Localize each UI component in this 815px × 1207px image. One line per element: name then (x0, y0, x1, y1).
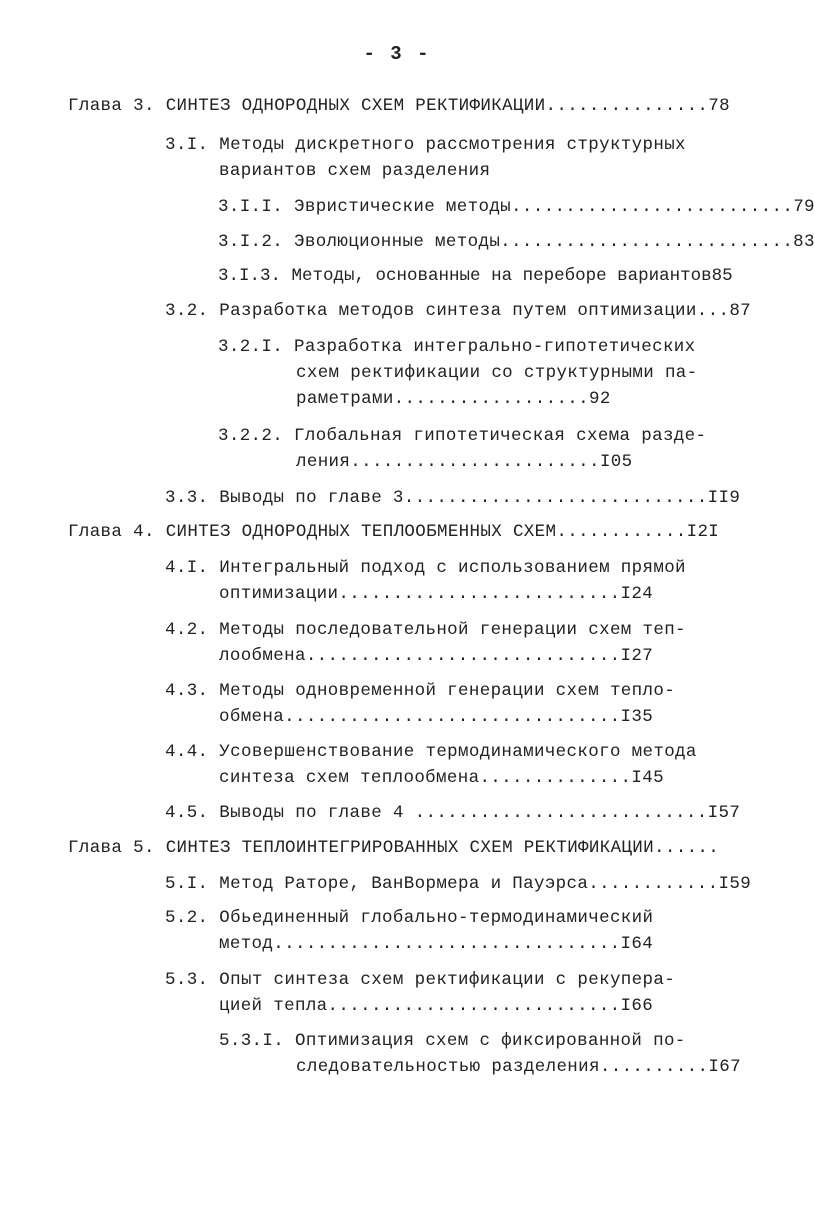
section-title-cont: ления (296, 452, 351, 472)
page-ref: 78 (708, 96, 730, 116)
dot-leader: ...... (654, 838, 720, 858)
section-title: Обьединенный глобально-термодинамический (219, 908, 654, 928)
toc-entry-5-3-line2 (219, 996, 653, 1016)
section-title: Методы последовательной генерации схем теп- (219, 620, 686, 640)
dot-leader: ............................. (305, 646, 621, 666)
section-title: Выводы по главе 3 (219, 488, 404, 508)
dot-leader: ... (696, 301, 730, 321)
toc-entry-3-2-1-line2 (296, 363, 698, 383)
dot-leader: ....................... (350, 452, 600, 472)
toc-entry-3-1-3 (218, 266, 733, 286)
toc-entry-3-1-line2 (219, 161, 490, 181)
page-number: - 3 - (363, 43, 431, 65)
toc-entry-chapter-3 (68, 96, 730, 116)
page-ref: 92 (589, 389, 611, 409)
section-title-cont: цией тепла (219, 996, 328, 1016)
section-title: Методы дискретного рассмотрения структурных (219, 135, 686, 155)
section-number: 4.3. (165, 681, 209, 701)
dot-leader: ............................ (403, 488, 708, 508)
section-number: 5.I. (165, 874, 209, 894)
section-number: 4.I. (165, 558, 209, 578)
toc-entry-3-2-1-line3 (296, 389, 611, 409)
toc-entry-5-1 (165, 874, 751, 894)
page-ref: I57 (707, 803, 741, 823)
page-ref: 87 (729, 301, 752, 321)
section-title: Методы одновременной генерации схем тепло- (219, 681, 676, 701)
section-title: Оптимизация схем с фиксированной по- (294, 1031, 686, 1051)
page-ref: 85 (711, 266, 733, 286)
toc-entry-chapter-5 (68, 838, 719, 858)
toc-entry-3-3 (165, 488, 740, 508)
dot-leader: ............ (556, 522, 687, 542)
section-title: Разработка интегрально-гипотетических (293, 337, 696, 357)
section-number: 5.3.I. (219, 1031, 285, 1051)
toc-entry-3-2-1-line1 (218, 337, 696, 357)
toc-entry-5-3-1-line2 (296, 1057, 741, 1077)
toc-entry-4-1-line2 (219, 584, 653, 604)
section-number: 3.I.I. (218, 197, 284, 217)
toc-entry-4-5 (165, 803, 740, 823)
dot-leader: .......................... (511, 197, 794, 217)
chapter-label: Глава 5. (68, 838, 155, 858)
toc-entry-3-1-line1 (165, 135, 686, 155)
chapter-title: СИНТЕЗ ОДНОРОДНЫХ ТЕПЛООБМЕННЫХ СХЕМ (165, 522, 557, 542)
section-title-cont: раметрами (296, 389, 394, 409)
section-title: Методы, основанные на переборе вариантов (291, 266, 712, 286)
dot-leader: .......................... (338, 584, 621, 604)
toc-entry-5-3-line1 (165, 970, 675, 990)
chapter-title: СИНТЕЗ ТЕПЛОИНТЕГРИРОВАННЫХ СХЕМ РЕКТИФИКАЦИИ (165, 838, 655, 858)
page-ref: I59 (718, 874, 752, 894)
toc-entry-4-3-line1 (165, 681, 675, 701)
section-title-cont: следовательностью разделения (296, 1057, 600, 1077)
dot-leader: .............. (479, 768, 632, 788)
section-title-cont: оптимизации (219, 584, 339, 604)
section-title: Глобальная гипотетическая схема разде- (293, 426, 707, 446)
page-ref: 83 (793, 232, 815, 252)
section-number: 4.2. (165, 620, 209, 640)
page-ref: II9 (707, 488, 741, 508)
dot-leader: ........................... (403, 803, 708, 823)
page-ref: 79 (793, 197, 815, 217)
section-title: Усовершенствование термодинамического метода (219, 742, 697, 762)
section-title: Эвристические методы (293, 197, 512, 217)
toc-entry-4-2-line1 (165, 620, 686, 640)
toc-entry-3-1-1 (218, 197, 815, 217)
section-title: Эволюционные методы (293, 232, 501, 252)
section-number: 3.2. (165, 301, 209, 321)
toc-entry-4-2-line2 (219, 646, 653, 666)
section-number: 3.I. (165, 135, 209, 155)
toc-entry-4-4-line2 (219, 768, 664, 788)
page-ref: I66 (620, 996, 654, 1016)
section-title-cont: лообмена (219, 646, 306, 666)
toc-entry-4-3-line2 (219, 707, 653, 727)
section-number: 3.2.I. (218, 337, 284, 357)
page-ref: I35 (620, 707, 654, 727)
section-title-cont: схем ректификации со структурными па- (296, 363, 698, 383)
dot-leader: ............ (588, 874, 719, 894)
section-title: Интегральный подход с использованием прямой (219, 558, 686, 578)
section-title: Метод Раторе, ВанВормера и Пауэрса (219, 874, 589, 894)
chapter-title: СИНТЕЗ ОДНОРОДНЫХ СХЕМ РЕКТИФИКАЦИИ (165, 96, 546, 116)
section-title: Опыт синтеза схем ректификации с рекупера- (219, 970, 676, 990)
toc-entry-5-3-1-line1 (219, 1031, 686, 1051)
page-ref: I45 (631, 768, 664, 788)
toc-entry-3-2-2-line2 (296, 452, 632, 472)
section-number: 3.I.3. (218, 266, 282, 286)
section-number: 3.I.2. (218, 232, 284, 252)
section-title-cont: вариантов схем разделения (219, 161, 491, 181)
dot-leader: ........................... (500, 232, 794, 252)
section-title: Выводы по главе 4 (219, 803, 404, 823)
toc-entry-chapter-4 (68, 522, 719, 542)
toc-entry-4-1-line1 (165, 558, 686, 578)
page-ref: I27 (620, 646, 654, 666)
section-number: 3.3. (165, 488, 209, 508)
section-title-cont: обмена (219, 707, 285, 727)
toc-entry-5-2-line2 (219, 934, 653, 954)
page-ref: I67 (708, 1057, 741, 1077)
toc-entry-5-2-line1 (165, 908, 653, 928)
page-ref: I2I (686, 522, 720, 542)
toc-entry-3-2-2-line1 (218, 426, 706, 446)
section-title-cont: синтеза схем теплообмена (219, 768, 480, 788)
section-number: 5.3. (165, 970, 209, 990)
toc-entry-3-1-2 (218, 232, 815, 252)
section-number: 3.2.2. (218, 426, 284, 446)
page-ref: I64 (620, 934, 654, 954)
section-number: 5.2. (165, 908, 209, 928)
section-title: Разработка методов синтеза путем оптимизации (219, 301, 697, 321)
dot-leader: ........................... (327, 996, 621, 1016)
page-ref: I24 (620, 584, 654, 604)
dot-leader: ................................ (273, 934, 621, 954)
toc-entry-4-4-line1 (165, 742, 697, 762)
chapter-label: Глава 4. (68, 522, 155, 542)
dot-leader: ............................... (284, 707, 621, 727)
page-ref: I05 (599, 452, 633, 472)
dot-leader: .................. (393, 389, 590, 409)
dot-leader: .......... (599, 1057, 709, 1077)
section-title-cont: метод (219, 934, 274, 954)
section-number: 4.5. (165, 803, 209, 823)
toc-entry-3-2 (165, 301, 751, 321)
dot-leader: ............... (545, 96, 709, 116)
chapter-label: Глава 3. (68, 96, 155, 116)
section-number: 4.4. (165, 742, 209, 762)
